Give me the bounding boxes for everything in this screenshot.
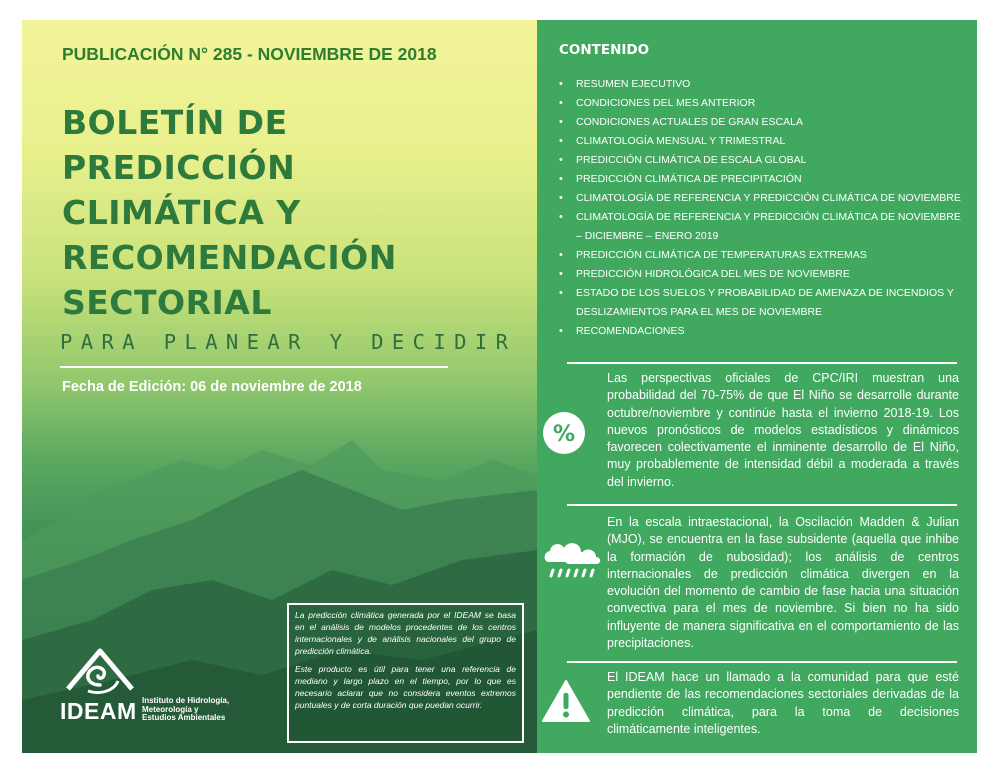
divider bbox=[567, 661, 957, 663]
toc-item[interactable]: • CLIMATOLOGÍA DE REFERENCIA Y PREDICCIÓN CLIMÁTICA DE NOVIEMBRE bbox=[559, 189, 969, 208]
toc-item[interactable]: • RECOMENDACIONES bbox=[559, 322, 969, 341]
toc-item[interactable]: • PREDICCIÓN HIDROLÓGICA DEL MES DE NOVIEMBRE bbox=[559, 265, 969, 284]
publication-number: PUBLICACIÓN N° 285 - NOVIEMBRE DE 2018 bbox=[62, 44, 437, 64]
table-of-contents bbox=[559, 75, 969, 341]
disclaimer-note bbox=[287, 603, 524, 743]
bulletin-title bbox=[62, 100, 502, 325]
percent-icon bbox=[541, 410, 587, 456]
note-paragraph: Este producto es útil para tener una referencia de mediano y largo plazo en el tiempo, por lo que es necesario aclarar que no considera eventos extremos puntuales y de corta duración que puedan ocurrir. bbox=[295, 664, 516, 710]
toc-item[interactable]: • RESUMEN EJECUTIVO bbox=[559, 75, 969, 94]
title-line: CLIMÁTICA Y bbox=[62, 193, 301, 232]
highlight-text: El IDEAM hace un llamado a la comunidad para que esté pendiente de las recomendaciones sectoriales derivadas de la predicción climática, para la toma de decisiones climáticamente inteligentes. bbox=[607, 670, 959, 736]
title-line: SECTORIAL bbox=[62, 283, 272, 322]
title-line: RECOMENDACIÓN bbox=[62, 238, 397, 277]
cover-panel bbox=[22, 20, 537, 753]
warning-icon bbox=[541, 679, 591, 723]
toc-item[interactable]: • PREDICCIÓN CLIMÁTICA DE PRECIPITACIÓN bbox=[559, 170, 969, 189]
title-line: BOLETÍN DE bbox=[62, 103, 288, 142]
toc-item[interactable]: • CLIMATOLOGÍA DE REFERENCIA Y PREDICCIÓN CLIMÁTICA DE NOVIEMBRE – DICIEMBRE – ENERO 2019 bbox=[559, 208, 969, 246]
toc-item[interactable]: • PREDICCIÓN CLIMÁTICA DE ESCALA GLOBAL bbox=[559, 151, 969, 170]
toc-item[interactable]: • PREDICCIÓN CLIMÁTICA DE TEMPERATURAS EXTREMAS bbox=[559, 246, 969, 265]
rain-clouds-icon bbox=[541, 534, 605, 586]
divider bbox=[567, 504, 957, 506]
logo-subtitle-line: Estudios Ambientales bbox=[142, 713, 226, 722]
highlight-text: En la escala intraestacional, la Oscilación Madden & Julian (MJO), se encuentra en la fase subsidente (aquella que inhibe la formación de nubosidad); los análisis de centros internacionales de predicción climática divergen en la evolución del momento de cambio de fase hacia una situación convectiva para el mes de noviembre. Si bien no ha sido influyente de manera significativa en el comportamiento de las precipitaciones. bbox=[607, 515, 959, 651]
svg-text:%: % bbox=[552, 422, 576, 447]
contents-panel bbox=[537, 20, 977, 753]
toc-item[interactable]: • CLIMATOLOGÍA MENSUAL Y TRIMESTRAL bbox=[559, 132, 969, 151]
note-paragraph: La predicción climática generada por el IDEAM se basa en el análisis de modelos procedentes de los centros internacionales y de análisis nacionales del grupo de predicción climática. bbox=[295, 610, 516, 656]
logo-name: IDEAM bbox=[60, 698, 137, 724]
edition-date: Fecha de Edición: 06 de noviembre de 2018 bbox=[62, 379, 362, 395]
toc-item[interactable]: • CONDICIONES DEL MES ANTERIOR bbox=[559, 94, 969, 113]
logo-subtitle-line: Instituto de Hidrología, bbox=[142, 696, 230, 705]
toc-item[interactable]: • CONDICIONES ACTUALES DE GRAN ESCALA bbox=[559, 113, 969, 132]
title-divider bbox=[60, 366, 448, 368]
logo-institution bbox=[142, 697, 262, 723]
ideam-logo bbox=[60, 645, 260, 725]
toc-item[interactable]: • ESTADO DE LOS SUELOS Y PROBABILIDAD DE AMENAZA DE INCENDIOS Y DESLIZAMIENTOS PARA EL MES DE NOVIEMBRE bbox=[559, 284, 969, 322]
highlight-text: Las perspectivas oficiales de CPC/IRI muestran una probabilidad del 70-75% de que El Niño se desarrolle durante octubre/noviembre y continúe hasta el invierno 2018-19. Los nuevos pronósticos de modelos estadísticos y dinámicos favorecen colectivamente el inminente desarrollo de El Niño, muy probablemente de intensidad débil a moderada a través del invierno. bbox=[607, 371, 959, 489]
title-line: PREDICCIÓN bbox=[62, 148, 296, 187]
ideam-emblem-icon bbox=[60, 645, 140, 697]
logo-subtitle-line: Meteorología y bbox=[142, 704, 199, 714]
contents-heading: CONTENIDO bbox=[559, 42, 650, 58]
divider bbox=[567, 362, 957, 364]
bulletin-subtitle: PARA PLANEAR Y DECIDIR bbox=[60, 330, 517, 354]
